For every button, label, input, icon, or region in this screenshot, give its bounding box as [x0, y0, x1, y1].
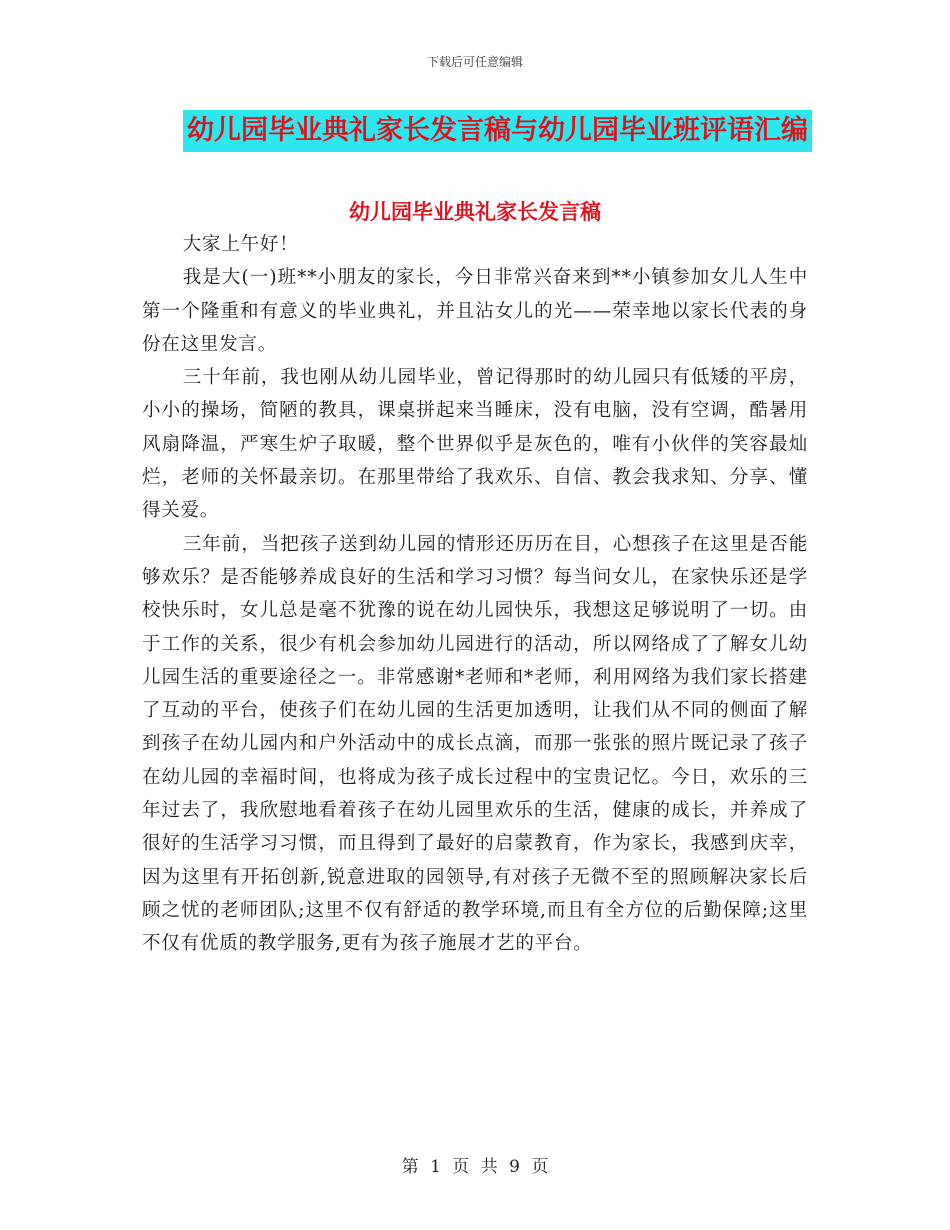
page-header-note: 下载后可任意编辑	[426, 55, 523, 69]
paragraph-three-years-ago: 三年前，当把孩子送到幼儿园的情形还历历在目，心想孩子在这里是否能够欢乐？是否能够养成良好的生活和学习习惯？每当问女儿，在家快乐还是学校快乐时，女儿总是毫不犹豫的说在幼儿园快乐，我想这足够说明了一切。由于工作的关系，很少有机会参加幼儿园进行的活动，所以网络成了了解女儿幼儿园生活的重要途径之一。非常感谢*老师和*老师，利用网络为我们家长搭建了互动的平台，使孩子们在幼儿园的生活更加透明，让我们从不同的侧面了解到孩子在幼儿园内和户外活动中的成长点滴，而那一张张的照片既记录了孩子在幼儿园的幸福时间，也将成为孩子成长过程中的宝贵记忆。今日，欢乐的三年过去了，我欣慰地看着孩子在幼儿园里欢乐的生活，健康的成长，并养成了很好的生活学习习惯，而且得到了最好的启蒙教育，作为家长，我感到庆幸，因为这里有开拓创新,锐意进取的园领导,有对孩子无微不至的照顾解决家长后顾之忧的老师团队;这里不仅有舒适的教学环境,而且有全方位的后勤保障;这里不仅有优质的教学服务,更有为孩子施展才艺的平台。	[142, 533, 808, 955]
page-footer-number: 第 1 页 共 9 页	[401, 1157, 549, 1177]
section-title: 幼儿园毕业典礼家长发言稿	[349, 200, 601, 224]
main-title-container	[0, 110, 950, 152]
paragraph-introduction: 我是大(一)班**小朋友的家长，今日非常兴奋来到**小镇参加女儿人生中第一个隆重和有意义的毕业典礼，并且沾女儿的光——荣幸地以家长代表的身份在这里发言。	[142, 267, 808, 355]
paragraph-thirty-years-ago: 三十年前，我也刚从幼儿园毕业，曾记得那时的幼儿园只有低矮的平房，小小的操场，简陋的教具，课桌拼起来当睡床，没有电脑，没有空调，酷暑用风扇降温，严寒生炉子取暖，整个世界似乎是灰色的，唯有小伙伴的笑容最灿烂，老师的关怀最亲切。在那里带给了我欢乐、自信、教会我求知、分享、懂得关爱。	[142, 367, 808, 522]
paragraph-greeting: 大家上午好！	[182, 234, 299, 255]
document-body	[142, 228, 808, 961]
main-title: 幼儿园毕业典礼家长发言稿与幼儿园毕业班评语汇编	[183, 110, 812, 152]
